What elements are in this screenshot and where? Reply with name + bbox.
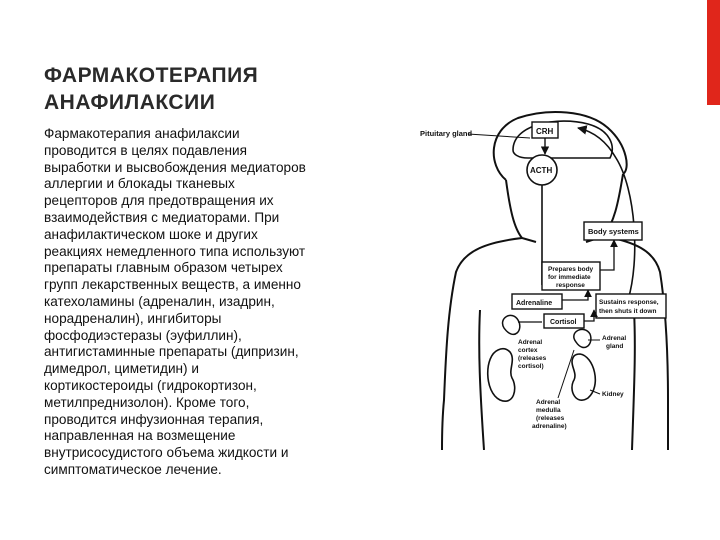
body-line: димедрол, циметидин) и (44, 361, 199, 377)
title-line: ФАРМАКОТЕРАПИЯ (44, 64, 259, 87)
body-line: направленная на возмещение (44, 428, 236, 444)
prepares-label-2: for immediate (548, 274, 591, 281)
body-line: внутрисосудистого объема жидкости и (44, 445, 289, 461)
cortex-label-4: cortisol) (518, 363, 544, 370)
right-adrenal-gland (574, 329, 591, 347)
body-line: препараты главным образом четырех (44, 260, 283, 276)
adrenal-gland-label-1: Adrenal (602, 335, 627, 342)
adrenaline-arrow (562, 290, 588, 300)
accent-bar (707, 0, 720, 105)
cortex-label-1: Adrenal (518, 339, 543, 346)
prepares-arrow (600, 240, 614, 270)
body-line: проводится инфузионная терапия, (44, 411, 264, 427)
left-adrenal-gland (503, 315, 520, 334)
body-line: проводится в целях подавления (44, 142, 247, 158)
cortex-label-2: cortex (518, 347, 538, 354)
body-line: симптоматическое лечение. (44, 461, 222, 477)
brain-outline (513, 121, 612, 158)
body-line: выработки и высвобождения медиаторов (44, 159, 306, 175)
body-line: аллергии и блокады тканевых (44, 176, 235, 192)
slide-title (44, 62, 384, 116)
adrenal-gland-label-2: gland (606, 343, 624, 350)
body-line: рецепторов для предотвращения их (44, 193, 274, 209)
left-kidney (488, 349, 515, 402)
sustains-label-1: Sustains response, (599, 299, 659, 306)
cortisol-arrow (584, 310, 594, 321)
body-line: катехоламины (адреналин, изадрин, (44, 293, 275, 309)
pituitary-label: Pituitary gland (420, 129, 473, 138)
medulla-label-3: (releases (536, 415, 565, 422)
body-line: метилпреднизолон). Кроме того, (44, 394, 250, 410)
kidney-label: Kidney (602, 391, 624, 398)
body-systems-label: Body systems (588, 227, 639, 236)
body-paragraph (44, 126, 409, 479)
prepares-label-3: response (556, 282, 585, 289)
crh-label: CRH (536, 127, 554, 136)
title-line: АНАФИЛАКСИИ (44, 91, 216, 114)
medulla-label-4: adrenaline) (532, 423, 567, 430)
body-line: взаимодействия с медиаторами. При (44, 209, 280, 225)
body-line: кортикостероиды (гидрокортизон, (44, 377, 257, 393)
body-line: фосфодиэстеразы (эуфиллин), (44, 327, 242, 343)
medulla-label-1: Adrenal (536, 399, 561, 406)
adrenaline-label: Adrenaline (516, 300, 553, 307)
body-line: реакциях немедленного типа используют (44, 243, 306, 259)
medulla-label-2: medulla (536, 407, 561, 414)
acth-label: ACTH (530, 166, 553, 175)
body-line: норадреналин), ингибиторы (44, 310, 222, 326)
cortex-label-3: (releases (518, 355, 547, 362)
sustains-label-2: then shuts it down (599, 308, 657, 315)
anatomy-diagram (418, 110, 670, 450)
body-line: Фармакотерапия анафилаксии (44, 126, 240, 141)
cortisol-label: Cortisol (550, 319, 577, 326)
body-line: антигистаминные препараты (дипризин, (44, 344, 299, 360)
prepares-label-1: Prepares body (548, 266, 594, 273)
right-kidney (572, 354, 595, 400)
body-line: групп лекарственных веществ, а именно (44, 277, 301, 293)
body-line: анафилактическом шоке и других (44, 226, 258, 242)
